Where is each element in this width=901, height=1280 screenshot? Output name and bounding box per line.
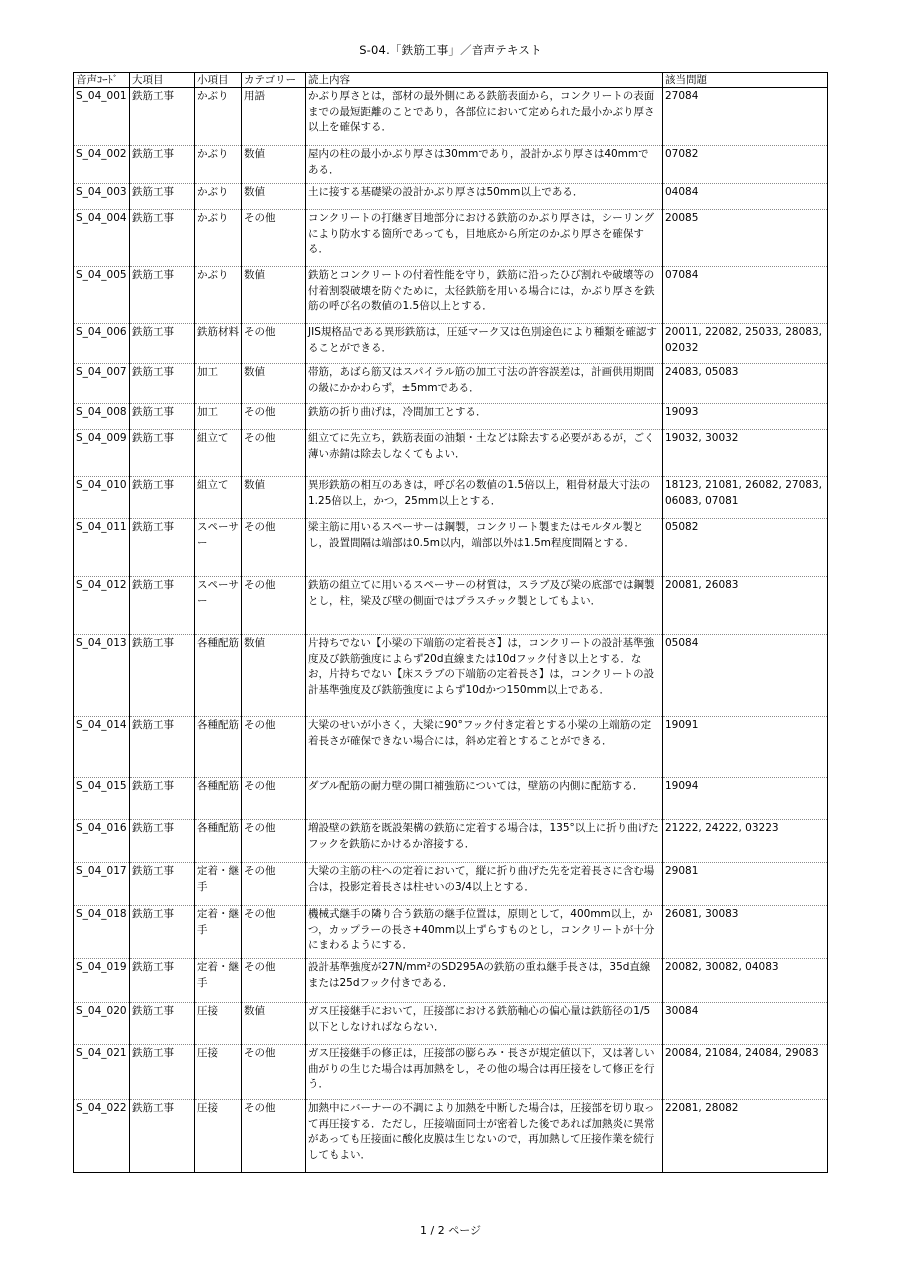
cell-minor: 各種配筋 xyxy=(195,778,242,820)
cell-major: 鉄筋工事 xyxy=(130,906,195,959)
cell-text: 鉄筋とコンクリートの付着性能を守り，鉄筋に沿ったひび割れや破壊等の付着割裂破壊を防ぐために，太径鉄筋を用いる場合には，かぶり厚さを鉄筋の呼び名の数値の1.5倍以上とする． xyxy=(306,267,663,324)
cell-minor: かぶり xyxy=(195,184,242,210)
cell-problems: 19032, 30032 xyxy=(663,430,828,477)
cell-major: 鉄筋工事 xyxy=(130,210,195,267)
cell-minor: スペーサー xyxy=(195,519,242,577)
cell-minor: 定着・継手 xyxy=(195,863,242,906)
cell-code: S_04_022 xyxy=(74,1100,130,1173)
table-row xyxy=(74,364,828,404)
cell-major: 鉄筋工事 xyxy=(130,324,195,364)
cell-minor: 圧接 xyxy=(195,1045,242,1100)
cell-text: ガス圧接継手において，圧接部における鉄筋軸心の偏心量は鉄筋径の1/5以下としなければならない． xyxy=(306,1003,663,1045)
cell-minor: 組立て xyxy=(195,477,242,519)
cell-minor: かぶり xyxy=(195,146,242,184)
cell-problems: 20084, 21084, 24084, 29083 xyxy=(663,1045,828,1100)
cell-text: 組立てに先立ち，鉄筋表面の油類・土などは除去する必要があるが，ごく薄い赤錆は除去しなくてもよい． xyxy=(306,430,663,477)
cell-code: S_04_010 xyxy=(74,477,130,519)
table-row xyxy=(74,635,828,717)
cell-code: S_04_016 xyxy=(74,820,130,863)
table-row xyxy=(74,1003,828,1045)
cell-category: その他 xyxy=(242,324,306,364)
header-text: 読上内容 xyxy=(306,73,663,88)
cell-code: S_04_015 xyxy=(74,778,130,820)
cell-major: 鉄筋工事 xyxy=(130,635,195,717)
cell-problems: 19094 xyxy=(663,778,828,820)
cell-category: その他 xyxy=(242,577,306,635)
cell-category: 数値 xyxy=(242,184,306,210)
table-row xyxy=(74,820,828,863)
cell-problems: 18123, 21081, 26082, 27083, 06083, 07081 xyxy=(663,477,828,519)
cell-minor: 各種配筋 xyxy=(195,635,242,717)
cell-code: S_04_009 xyxy=(74,430,130,477)
cell-problems: 20082, 30082, 04083 xyxy=(663,959,828,1003)
cell-major: 鉄筋工事 xyxy=(130,267,195,324)
table-row xyxy=(74,906,828,959)
cell-text: 鉄筋の組立てに用いるスペーサーの材質は，スラブ及び梁の底部では鋼製とし，柱，梁及び壁の側面ではプラスチック製としてもよい． xyxy=(306,577,663,635)
header-category: カテゴリー xyxy=(242,73,306,88)
cell-major: 鉄筋工事 xyxy=(130,88,195,146)
cell-text: コンクリートの打継ぎ目地部分における鉄筋のかぶり厚さは，シーリングにより防水する箇所であっても，目地底から所定のかぶり厚さを確保する． xyxy=(306,210,663,267)
header-row xyxy=(74,73,828,88)
cell-major: 鉄筋工事 xyxy=(130,1045,195,1100)
table-row xyxy=(74,404,828,430)
page-footer: 1 / 2 ページ xyxy=(420,1224,481,1237)
cell-category: 数値 xyxy=(242,364,306,404)
cell-category: 数値 xyxy=(242,1003,306,1045)
cell-problems: 20081, 26083 xyxy=(663,577,828,635)
cell-problems: 30084 xyxy=(663,1003,828,1045)
header-code: 音声ｺｰﾄﾞ xyxy=(74,73,130,88)
cell-minor: 圧接 xyxy=(195,1003,242,1045)
cell-text: 屋内の柱の最小かぶり厚さは30mmであり，設計かぶり厚さは40mmである． xyxy=(306,146,663,184)
cell-problems: 24083, 05083 xyxy=(663,364,828,404)
table-row xyxy=(74,477,828,519)
cell-major: 鉄筋工事 xyxy=(130,146,195,184)
cell-minor: 定着・継手 xyxy=(195,959,242,1003)
header-minor: 小項目 xyxy=(195,73,242,88)
cell-code: S_04_021 xyxy=(74,1045,130,1100)
page-title: S-04.「鉄筋工事」／音声テキスト xyxy=(359,43,542,57)
cell-code: S_04_011 xyxy=(74,519,130,577)
cell-problems: 26081, 30083 xyxy=(663,906,828,959)
cell-category: その他 xyxy=(242,717,306,778)
cell-minor: スペーサー xyxy=(195,577,242,635)
cell-text: 機械式継手の隣り合う鉄筋の継手位置は，原則として，400mm以上，かつ，カップラーの長さ+40mm以上ずらすものとし，コンクリートが十分にまわるようにする． xyxy=(306,906,663,959)
cell-category: 用語 xyxy=(242,88,306,146)
cell-minor: 定着・継手 xyxy=(195,906,242,959)
cell-text: 大梁のせいが小さく，大梁に90°フック付き定着とする小梁の上端筋の定着長さが確保できない場合には，斜め定着とすることができる． xyxy=(306,717,663,778)
cell-problems: 20011, 22082, 25033, 28083, 02032 xyxy=(663,324,828,364)
cell-text: 異形鉄筋の相互のあきは，呼び名の数値の1.5倍以上，粗骨材最大寸法の1.25倍以上，かつ，25mm以上とする． xyxy=(306,477,663,519)
cell-code: S_04_002 xyxy=(74,146,130,184)
cell-problems: 19091 xyxy=(663,717,828,778)
cell-problems: 22081, 28082 xyxy=(663,1100,828,1173)
cell-category: その他 xyxy=(242,404,306,430)
cell-code: S_04_005 xyxy=(74,267,130,324)
voice-text-table xyxy=(73,72,828,1173)
cell-minor: 各種配筋 xyxy=(195,820,242,863)
cell-text: 土に接する基礎梁の設計かぶり厚さは50mm以上である． xyxy=(306,184,663,210)
cell-text: ガス圧接継手の修正は，圧接部の膨らみ・長さが規定値以下，又は著しい曲がりの生じた場合は再加熱をし，その他の場合は再圧接をして修正を行う． xyxy=(306,1045,663,1100)
cell-minor: かぶり xyxy=(195,210,242,267)
cell-text: 増設壁の鉄筋を既設架構の鉄筋に定着する場合は，135°以上に折り曲げたフックを鉄筋にかけるか溶接する． xyxy=(306,820,663,863)
cell-text: 鉄筋の折り曲げは，冷間加工とする． xyxy=(306,404,663,430)
cell-major: 鉄筋工事 xyxy=(130,863,195,906)
cell-category: その他 xyxy=(242,906,306,959)
cell-category: 数値 xyxy=(242,635,306,717)
cell-category: その他 xyxy=(242,1045,306,1100)
table-row xyxy=(74,430,828,477)
cell-text: ダブル配筋の耐力壁の開口補強筋については，壁筋の内側に配筋する． xyxy=(306,778,663,820)
table-row xyxy=(74,863,828,906)
cell-problems: 21222, 24222, 03223 xyxy=(663,820,828,863)
cell-text: 設計基準強度が27N/mm²のSD295Aの鉄筋の重ね継手長さは，35d直線または25dフック付きである． xyxy=(306,959,663,1003)
cell-problems: 19093 xyxy=(663,404,828,430)
cell-category: その他 xyxy=(242,519,306,577)
cell-category: 数値 xyxy=(242,146,306,184)
cell-code: S_04_004 xyxy=(74,210,130,267)
table-row xyxy=(74,88,828,146)
cell-code: S_04_020 xyxy=(74,1003,130,1045)
table-row xyxy=(74,1100,828,1173)
cell-category: 数値 xyxy=(242,267,306,324)
cell-major: 鉄筋工事 xyxy=(130,404,195,430)
table-row xyxy=(74,146,828,184)
cell-major: 鉄筋工事 xyxy=(130,477,195,519)
cell-category: その他 xyxy=(242,863,306,906)
cell-major: 鉄筋工事 xyxy=(130,430,195,477)
table-row xyxy=(74,324,828,364)
cell-text: かぶり厚さとは，部材の最外側にある鉄筋表面から，コンクリートの表面までの最短距離のことであり，各部位において定められた最小かぶり厚さ以上を確保する． xyxy=(306,88,663,146)
table-row xyxy=(74,267,828,324)
cell-problems: 07082 xyxy=(663,146,828,184)
cell-code: S_04_008 xyxy=(74,404,130,430)
cell-category: その他 xyxy=(242,959,306,1003)
cell-minor: かぶり xyxy=(195,88,242,146)
cell-code: S_04_019 xyxy=(74,959,130,1003)
cell-minor: 加工 xyxy=(195,404,242,430)
table-row xyxy=(74,184,828,210)
cell-problems: 04084 xyxy=(663,184,828,210)
cell-problems: 29081 xyxy=(663,863,828,906)
cell-problems: 20085 xyxy=(663,210,828,267)
cell-code: S_04_013 xyxy=(74,635,130,717)
cell-problems: 27084 xyxy=(663,88,828,146)
cell-problems: 05084 xyxy=(663,635,828,717)
cell-code: S_04_017 xyxy=(74,863,130,906)
header-problems: 該当問題 xyxy=(663,73,828,88)
cell-category: 数値 xyxy=(242,477,306,519)
cell-problems: 05082 xyxy=(663,519,828,577)
cell-minor: 各種配筋 xyxy=(195,717,242,778)
header-major: 大項目 xyxy=(130,73,195,88)
cell-major: 鉄筋工事 xyxy=(130,820,195,863)
table-row xyxy=(74,778,828,820)
table-row xyxy=(74,717,828,778)
table-row xyxy=(74,210,828,267)
cell-problems: 07084 xyxy=(663,267,828,324)
cell-code: S_04_003 xyxy=(74,184,130,210)
cell-major: 鉄筋工事 xyxy=(130,364,195,404)
cell-code: S_04_001 xyxy=(74,88,130,146)
cell-major: 鉄筋工事 xyxy=(130,717,195,778)
cell-text: 梁主筋に用いるスペーサーは鋼製，コンクリート製またはモルタル製とし，設置間隔は端部は0.5m以内，端部以外は1.5m程度間隔とする． xyxy=(306,519,663,577)
table-row xyxy=(74,577,828,635)
cell-text: 大梁の主筋の柱への定着において，縦に折り曲げた先を定着長さに含む場合は，投影定着長さは柱せいの3/4以上とする． xyxy=(306,863,663,906)
cell-major: 鉄筋工事 xyxy=(130,577,195,635)
cell-major: 鉄筋工事 xyxy=(130,778,195,820)
cell-code: S_04_006 xyxy=(74,324,130,364)
cell-code: S_04_014 xyxy=(74,717,130,778)
cell-text: 片持ちでない【小梁の下端筋の定着長さ】は，コンクリートの設計基準強度及び鉄筋強度によらず20d直線または10dフック付き以上とする．なお，片持ちでない【床スラブの下端筋の定着長さ】は，コンクリートの設計基準強度及び鉄筋強度によらず10dかつ150mm以上である． xyxy=(306,635,663,717)
cell-major: 鉄筋工事 xyxy=(130,184,195,210)
cell-text: JIS規格品である異形鉄筋は，圧延マーク又は色別途色により種類を確認することができる． xyxy=(306,324,663,364)
cell-text: 加熱中にバーナーの不調により加熱を中断した場合は，圧接部を切り取って再圧接する．ただし，圧接端面同士が密着した後であれば加熱炎に異常があっても圧接面に酸化皮膜は生じないので，再加熱して圧接作業を続行してもよい． xyxy=(306,1100,663,1173)
cell-text: 帯筋，あばら筋又はスパイラル筋の加工寸法の許容誤差は，計画供用期間の級にかかわらず，±5mmである． xyxy=(306,364,663,404)
cell-category: その他 xyxy=(242,820,306,863)
table-row xyxy=(74,1045,828,1100)
cell-major: 鉄筋工事 xyxy=(130,519,195,577)
cell-category: その他 xyxy=(242,1100,306,1173)
cell-code: S_04_018 xyxy=(74,906,130,959)
cell-category: その他 xyxy=(242,210,306,267)
cell-major: 鉄筋工事 xyxy=(130,1003,195,1045)
cell-category: その他 xyxy=(242,778,306,820)
cell-major: 鉄筋工事 xyxy=(130,959,195,1003)
cell-major: 鉄筋工事 xyxy=(130,1100,195,1173)
table-row xyxy=(74,519,828,577)
table-row xyxy=(74,959,828,1003)
cell-minor: 加工 xyxy=(195,364,242,404)
cell-category: その他 xyxy=(242,430,306,477)
cell-code: S_04_012 xyxy=(74,577,130,635)
cell-minor: 組立て xyxy=(195,430,242,477)
cell-minor: 鉄筋材料 xyxy=(195,324,242,364)
cell-minor: かぶり xyxy=(195,267,242,324)
cell-minor: 圧接 xyxy=(195,1100,242,1173)
cell-code: S_04_007 xyxy=(74,364,130,404)
